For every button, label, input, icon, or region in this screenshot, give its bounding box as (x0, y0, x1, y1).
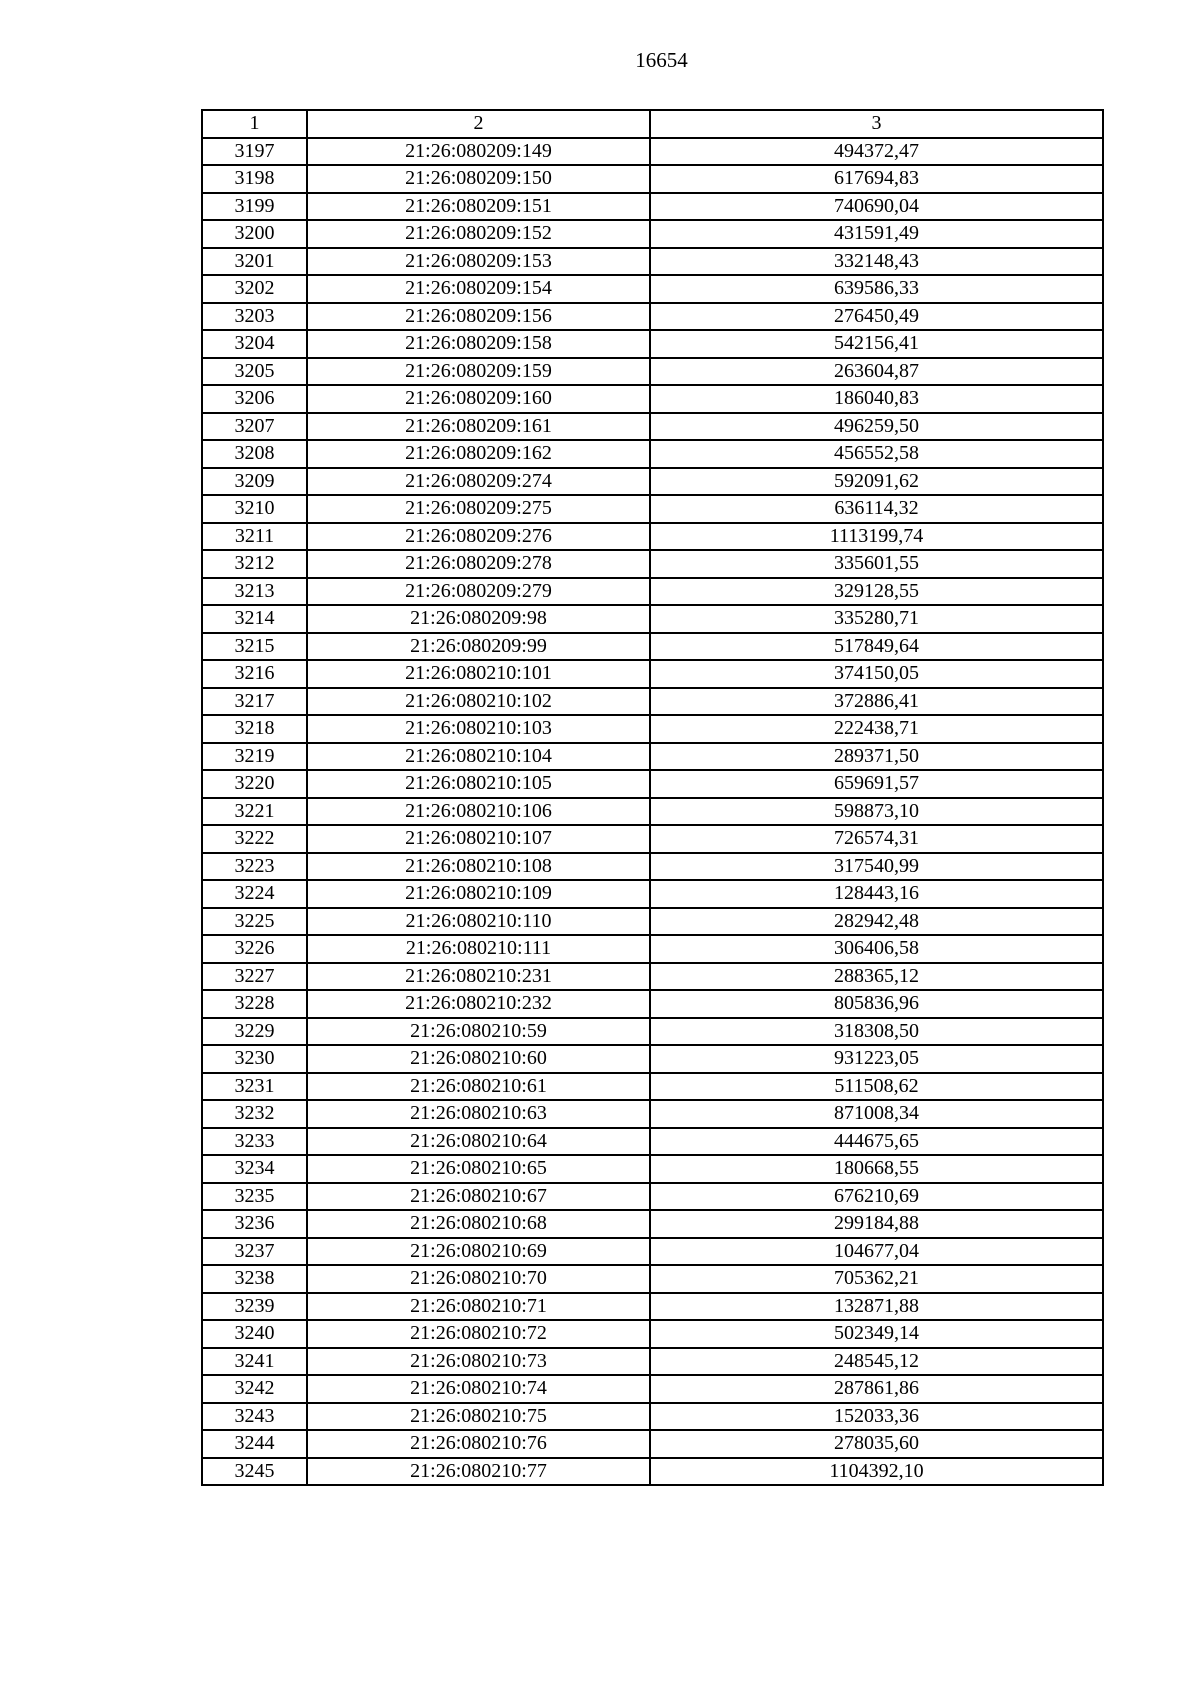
row-number-cell: 3230 (202, 1045, 307, 1073)
cadastral-number-cell: 21:26:080210:69 (307, 1238, 650, 1266)
value-cell: 636114,32 (650, 495, 1103, 523)
value-cell: 289371,50 (650, 743, 1103, 771)
row-number-cell: 3227 (202, 963, 307, 991)
cadastral-number-cell: 21:26:080209:151 (307, 193, 650, 221)
table-row (202, 523, 1103, 551)
row-number-cell: 3232 (202, 1100, 307, 1128)
row-number-cell: 3203 (202, 303, 307, 331)
cadastral-number-cell: 21:26:080210:232 (307, 990, 650, 1018)
cadastral-number-cell: 21:26:080209:159 (307, 358, 650, 386)
cadastral-number-cell: 21:26:080209:98 (307, 605, 650, 633)
row-number-cell: 3228 (202, 990, 307, 1018)
cadastral-number-cell: 21:26:080210:60 (307, 1045, 650, 1073)
value-cell: 276450,49 (650, 303, 1103, 331)
value-cell: 299184,88 (650, 1210, 1103, 1238)
row-number-cell: 3229 (202, 1018, 307, 1046)
table-row (202, 1375, 1103, 1403)
row-number-cell: 3243 (202, 1403, 307, 1431)
row-number-cell: 3214 (202, 605, 307, 633)
table-row (202, 1293, 1103, 1321)
row-number-cell: 3238 (202, 1265, 307, 1293)
table-row (202, 935, 1103, 963)
row-number-cell: 3197 (202, 138, 307, 166)
row-number-cell: 3223 (202, 853, 307, 881)
table-row (202, 330, 1103, 358)
value-cell: 705362,21 (650, 1265, 1103, 1293)
cadastral-number-cell: 21:26:080210:68 (307, 1210, 650, 1238)
table-row (202, 578, 1103, 606)
table-row (202, 165, 1103, 193)
table-row (202, 715, 1103, 743)
value-cell: 329128,55 (650, 578, 1103, 606)
cadastral-number-cell: 21:26:080209:99 (307, 633, 650, 661)
row-number-cell: 3201 (202, 248, 307, 276)
row-number-cell: 3213 (202, 578, 307, 606)
table-row (202, 770, 1103, 798)
row-number-cell: 3233 (202, 1128, 307, 1156)
table-row (202, 550, 1103, 578)
table-row (202, 880, 1103, 908)
table-row (202, 1265, 1103, 1293)
cadastral-number-cell: 21:26:080209:149 (307, 138, 650, 166)
table-row (202, 1238, 1103, 1266)
table-row (202, 1018, 1103, 1046)
page-number: 16654 (635, 48, 688, 72)
row-number-cell: 3215 (202, 633, 307, 661)
header-row (202, 110, 1103, 138)
row-number-cell: 3208 (202, 440, 307, 468)
value-cell: 335280,71 (650, 605, 1103, 633)
cadastral-number-cell: 21:26:080210:111 (307, 935, 650, 963)
value-cell: 598873,10 (650, 798, 1103, 826)
row-number-cell: 3200 (202, 220, 307, 248)
row-number-cell: 3241 (202, 1348, 307, 1376)
cadastral-number-cell: 21:26:080209:150 (307, 165, 650, 193)
value-cell: 180668,55 (650, 1155, 1103, 1183)
value-cell: 318308,50 (650, 1018, 1103, 1046)
data-table (201, 109, 1104, 1486)
cadastral-number-cell: 21:26:080210:71 (307, 1293, 650, 1321)
value-cell: 282942,48 (650, 908, 1103, 936)
row-number-cell: 3242 (202, 1375, 307, 1403)
cadastral-number-cell: 21:26:080210:107 (307, 825, 650, 853)
row-number-cell: 3217 (202, 688, 307, 716)
table-row (202, 605, 1103, 633)
cadastral-number-cell: 21:26:080210:101 (307, 660, 650, 688)
value-cell: 592091,62 (650, 468, 1103, 496)
cadastral-number-cell: 21:26:080210:231 (307, 963, 650, 991)
table-row (202, 853, 1103, 881)
cadastral-number-cell: 21:26:080209:161 (307, 413, 650, 441)
table-row (202, 825, 1103, 853)
value-cell: 263604,87 (650, 358, 1103, 386)
value-cell: 186040,83 (650, 385, 1103, 413)
cadastral-number-cell: 21:26:080210:63 (307, 1100, 650, 1128)
row-number-cell: 3209 (202, 468, 307, 496)
value-cell: 306406,58 (650, 935, 1103, 963)
cadastral-number-cell: 21:26:080209:160 (307, 385, 650, 413)
table-row (202, 385, 1103, 413)
value-cell: 639586,33 (650, 275, 1103, 303)
row-number-cell: 3245 (202, 1458, 307, 1486)
cadastral-number-cell: 21:26:080209:278 (307, 550, 650, 578)
table-row (202, 193, 1103, 221)
table-row (202, 963, 1103, 991)
value-cell: 374150,05 (650, 660, 1103, 688)
value-cell: 726574,31 (650, 825, 1103, 853)
row-number-cell: 3220 (202, 770, 307, 798)
row-number-cell: 3210 (202, 495, 307, 523)
cadastral-number-cell: 21:26:080210:109 (307, 880, 650, 908)
value-cell: 444675,65 (650, 1128, 1103, 1156)
row-number-cell: 3226 (202, 935, 307, 963)
table-row (202, 1155, 1103, 1183)
table-row (202, 275, 1103, 303)
cadastral-number-cell: 21:26:080210:77 (307, 1458, 650, 1486)
value-cell: 1104392,10 (650, 1458, 1103, 1486)
row-number-cell: 3212 (202, 550, 307, 578)
table-row (202, 1073, 1103, 1101)
cadastral-number-cell: 21:26:080209:275 (307, 495, 650, 523)
cadastral-number-cell: 21:26:080209:162 (307, 440, 650, 468)
row-number-cell: 3239 (202, 1293, 307, 1321)
cadastral-number-cell: 21:26:080210:76 (307, 1430, 650, 1458)
table-row (202, 138, 1103, 166)
cadastral-number-cell: 21:26:080209:152 (307, 220, 650, 248)
value-cell: 494372,47 (650, 138, 1103, 166)
cadastral-number-cell: 21:26:080209:276 (307, 523, 650, 551)
table-row (202, 798, 1103, 826)
row-number-cell: 3216 (202, 660, 307, 688)
value-cell: 317540,99 (650, 853, 1103, 881)
cadastral-number-cell: 21:26:080209:153 (307, 248, 650, 276)
value-cell: 517849,64 (650, 633, 1103, 661)
value-cell: 617694,83 (650, 165, 1103, 193)
cadastral-number-cell: 21:26:080209:279 (307, 578, 650, 606)
cadastral-number-cell: 21:26:080210:70 (307, 1265, 650, 1293)
value-cell: 332148,43 (650, 248, 1103, 276)
cadastral-number-cell: 21:26:080210:108 (307, 853, 650, 881)
value-cell: 248545,12 (650, 1348, 1103, 1376)
table-row (202, 220, 1103, 248)
row-number-cell: 3219 (202, 743, 307, 771)
value-cell: 931223,05 (650, 1045, 1103, 1073)
cadastral-number-cell: 21:26:080210:105 (307, 770, 650, 798)
row-number-cell: 3198 (202, 165, 307, 193)
table-row (202, 1348, 1103, 1376)
cadastral-number-cell: 21:26:080210:67 (307, 1183, 650, 1211)
row-number-cell: 3244 (202, 1430, 307, 1458)
column-header-1: 1 (202, 110, 307, 138)
row-number-cell: 3202 (202, 275, 307, 303)
cadastral-number-cell: 21:26:080210:104 (307, 743, 650, 771)
row-number-cell: 3222 (202, 825, 307, 853)
value-cell: 676210,69 (650, 1183, 1103, 1211)
cadastral-number-cell: 21:26:080210:75 (307, 1403, 650, 1431)
value-cell: 542156,41 (650, 330, 1103, 358)
table-row (202, 1210, 1103, 1238)
value-cell: 1113199,74 (650, 523, 1103, 551)
cadastral-number-cell: 21:26:080210:74 (307, 1375, 650, 1403)
cadastral-number-cell: 21:26:080210:72 (307, 1320, 650, 1348)
table-row (202, 303, 1103, 331)
value-cell: 740690,04 (650, 193, 1103, 221)
table-row (202, 908, 1103, 936)
row-number-cell: 3211 (202, 523, 307, 551)
row-number-cell: 3235 (202, 1183, 307, 1211)
row-number-cell: 3221 (202, 798, 307, 826)
value-cell: 128443,16 (650, 880, 1103, 908)
cadastral-number-cell: 21:26:080209:158 (307, 330, 650, 358)
row-number-cell: 3224 (202, 880, 307, 908)
value-cell: 496259,50 (650, 413, 1103, 441)
cadastral-number-cell: 21:26:080210:65 (307, 1155, 650, 1183)
row-number-cell: 3204 (202, 330, 307, 358)
value-cell: 502349,14 (650, 1320, 1103, 1348)
row-number-cell: 3199 (202, 193, 307, 221)
cadastral-number-cell: 21:26:080209:274 (307, 468, 650, 496)
table-body (202, 138, 1103, 1486)
cadastral-number-cell: 21:26:080210:64 (307, 1128, 650, 1156)
value-cell: 335601,55 (650, 550, 1103, 578)
table-row (202, 413, 1103, 441)
value-cell: 278035,60 (650, 1430, 1103, 1458)
cadastral-number-cell: 21:26:080209:156 (307, 303, 650, 331)
value-cell: 287861,86 (650, 1375, 1103, 1403)
cadastral-number-cell: 21:26:080210:103 (307, 715, 650, 743)
row-number-cell: 3207 (202, 413, 307, 441)
cadastral-number-cell: 21:26:080210:106 (307, 798, 650, 826)
table-row (202, 990, 1103, 1018)
column-header-2: 2 (307, 110, 650, 138)
value-cell: 222438,71 (650, 715, 1103, 743)
cadastral-number-cell: 21:26:080210:110 (307, 908, 650, 936)
value-cell: 805836,96 (650, 990, 1103, 1018)
table-row (202, 1403, 1103, 1431)
table-row (202, 1458, 1103, 1486)
table-row (202, 688, 1103, 716)
value-cell: 132871,88 (650, 1293, 1103, 1321)
table-row (202, 1100, 1103, 1128)
table-row (202, 633, 1103, 661)
value-cell: 871008,34 (650, 1100, 1103, 1128)
value-cell: 372886,41 (650, 688, 1103, 716)
table-row (202, 1320, 1103, 1348)
row-number-cell: 3240 (202, 1320, 307, 1348)
row-number-cell: 3218 (202, 715, 307, 743)
row-number-cell: 3237 (202, 1238, 307, 1266)
value-cell: 288365,12 (650, 963, 1103, 991)
row-number-cell: 3206 (202, 385, 307, 413)
value-cell: 511508,62 (650, 1073, 1103, 1101)
table-row (202, 1045, 1103, 1073)
cadastral-number-cell: 21:26:080210:73 (307, 1348, 650, 1376)
value-cell: 152033,36 (650, 1403, 1103, 1431)
value-cell: 659691,57 (650, 770, 1103, 798)
cadastral-number-cell: 21:26:080210:102 (307, 688, 650, 716)
table-row (202, 468, 1103, 496)
table-row (202, 743, 1103, 771)
cadastral-number-cell: 21:26:080210:61 (307, 1073, 650, 1101)
value-cell: 104677,04 (650, 1238, 1103, 1266)
table-row (202, 495, 1103, 523)
value-cell: 456552,58 (650, 440, 1103, 468)
table-row (202, 1128, 1103, 1156)
table-row (202, 1183, 1103, 1211)
row-number-cell: 3231 (202, 1073, 307, 1101)
row-number-cell: 3236 (202, 1210, 307, 1238)
column-header-3: 3 (650, 110, 1103, 138)
row-number-cell: 3225 (202, 908, 307, 936)
table-row (202, 440, 1103, 468)
table-row (202, 1430, 1103, 1458)
table-row (202, 660, 1103, 688)
row-number-cell: 3205 (202, 358, 307, 386)
table-header (202, 110, 1103, 138)
cadastral-number-cell: 21:26:080210:59 (307, 1018, 650, 1046)
value-cell: 431591,49 (650, 220, 1103, 248)
table-row (202, 358, 1103, 386)
row-number-cell: 3234 (202, 1155, 307, 1183)
cadastral-number-cell: 21:26:080209:154 (307, 275, 650, 303)
table-row (202, 248, 1103, 276)
